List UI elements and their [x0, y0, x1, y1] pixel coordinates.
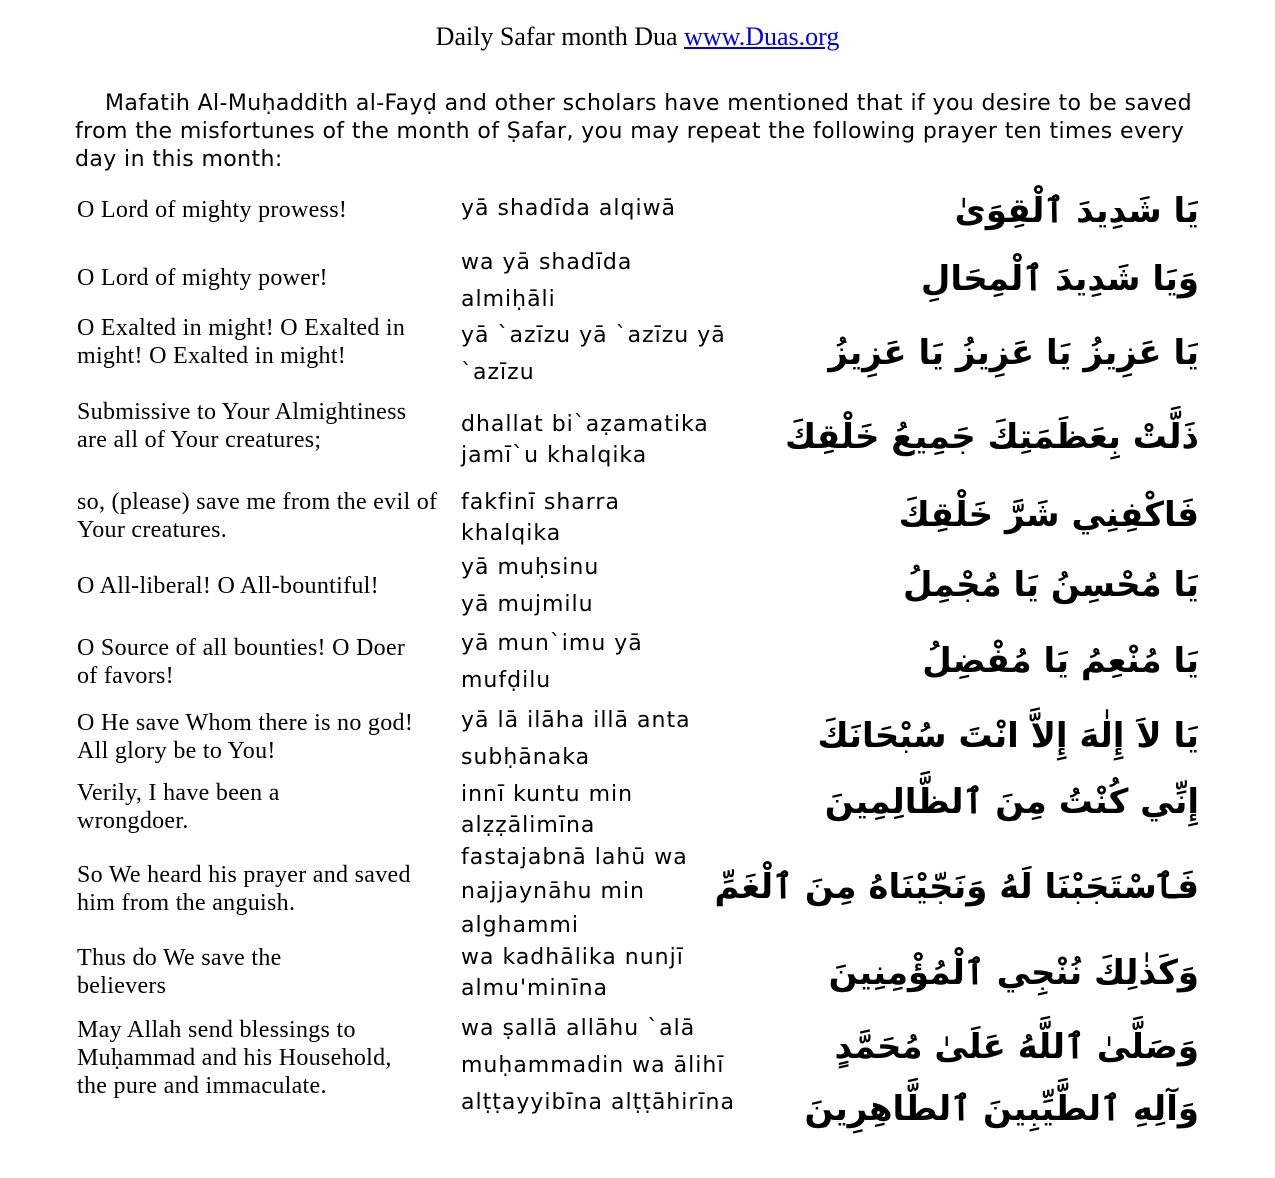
arabic-text: وَكَذٰلِكَ نُنْجِي ٱلْمُؤْمِنِينَ [828, 953, 1199, 993]
english-translation: So We heard his prayer and saved him from the anguish. [77, 862, 411, 916]
english-translation: Thus do We save the believers [77, 945, 282, 999]
arabic-text: يَا مُنْعِمُ يَا مُفْضِلُ [922, 641, 1199, 681]
english-translation: O All-liberal! O All-bountiful! [77, 573, 379, 599]
arabic-text: يَا شَدِيدَ ٱلْقِوَىٰ [954, 191, 1199, 231]
arabic-text: وَصَلَّىٰ ٱللَّهُ عَلَىٰ مُحَمَّدٍ وَآلِهِ ٱلطَّيِّبِينَ ٱلطَّاهِرِينَ [804, 1027, 1199, 1129]
arabic-text: يَا لاَ إِلٰهَ إِلاَّ انْتَ سُبْحَانَكَ [817, 716, 1199, 756]
english-translation: Verily, I have been a wrongdoer. [77, 780, 280, 834]
transliteration: wa ṣallā allāhu `alā muḥammadin wa ālihī alṭṭayyibīna alṭṭāhirīna [461, 1016, 735, 1115]
page-title [0, 22, 1275, 52]
arabic-text: وَيَا شَدِيدَ ٱلْمِحَالِ [920, 259, 1199, 299]
intro-paragraph: Mafatih Al-Muḥaddith al-Fayḍ and other scholars have mentioned that if you desire to be saved from the misfortunes of the month of Ṣafar, you may repeat the following prayer ten times every day in this month: [75, 91, 1192, 172]
arabic-text: فَاكْفِنِي شَرَّ خَلْقِكَ [898, 495, 1199, 535]
arabic-text: يَا عَزِيزُ يَا عَزِيزُ يَا عَزِيزُ [828, 333, 1199, 373]
transliteration: yā lā ilāha illā anta subḥānaka [461, 708, 691, 770]
transliteration: yā mun`imu yā mufḍilu [461, 631, 643, 693]
arabic-text: يَا مُحْسِنُ يَا مُجْمِلُ [902, 565, 1199, 605]
transliteration: innī kuntu min alẓẓālimīna [461, 782, 634, 838]
transliteration: dhallat bi`aẓamatika jamī`u khalqika [461, 412, 709, 468]
english-translation: Submissive to Your Almightiness are all of Your creatures; [77, 399, 407, 453]
arabic-text: ذَلَّتْ بِعَظَمَتِكَ جَمِيعُ خَلْقِكَ [784, 417, 1199, 457]
title-text: Daily Safar month Dua [435, 22, 678, 51]
duas-link[interactable]: www.Duas.org [684, 22, 840, 51]
english-translation: O He save Whom there is no god! All glory be to You! [77, 710, 414, 764]
english-translation: so, (please) save me from the evil of Your creatures. [77, 489, 438, 543]
english-translation: O Source of all bounties! O Doer of favors! [77, 635, 406, 689]
transliteration: wa yā shadīda almiḥāli [461, 250, 633, 312]
arabic-text: إِنِّي كُنْتُ مِنَ ٱلظَّالِمِينَ [824, 782, 1199, 822]
transliteration: fastajabnā lahū wa najjaynāhu min alghammi [461, 845, 688, 938]
english-translation: O Exalted in might! O Exalted in might! O Exalted in might! [77, 315, 406, 369]
english-translation: O Lord of mighty power! [77, 265, 328, 291]
transliteration: yā muḥsinu yā mujmilu [461, 555, 600, 617]
english-translation: May Allah send blessings to Muḥammad and his Household, the pure and immaculate. [77, 1017, 392, 1099]
transliteration: fakfinī sharra khalqika [461, 490, 620, 546]
transliteration: wa kadhālika nunjī almu'minīna [461, 945, 684, 1001]
arabic-text: فَٱسْتَجَبْنَا لَهُ وَنَجّيْنَاهُ مِنَ ٱلْغَمِّ [714, 867, 1199, 907]
english-translation: O Lord of mighty prowess! [77, 197, 348, 223]
transliteration: yā `azīzu yā `azīzu yā `azīzu [461, 323, 726, 385]
transliteration: yā shadīda alqiwā [461, 196, 677, 221]
